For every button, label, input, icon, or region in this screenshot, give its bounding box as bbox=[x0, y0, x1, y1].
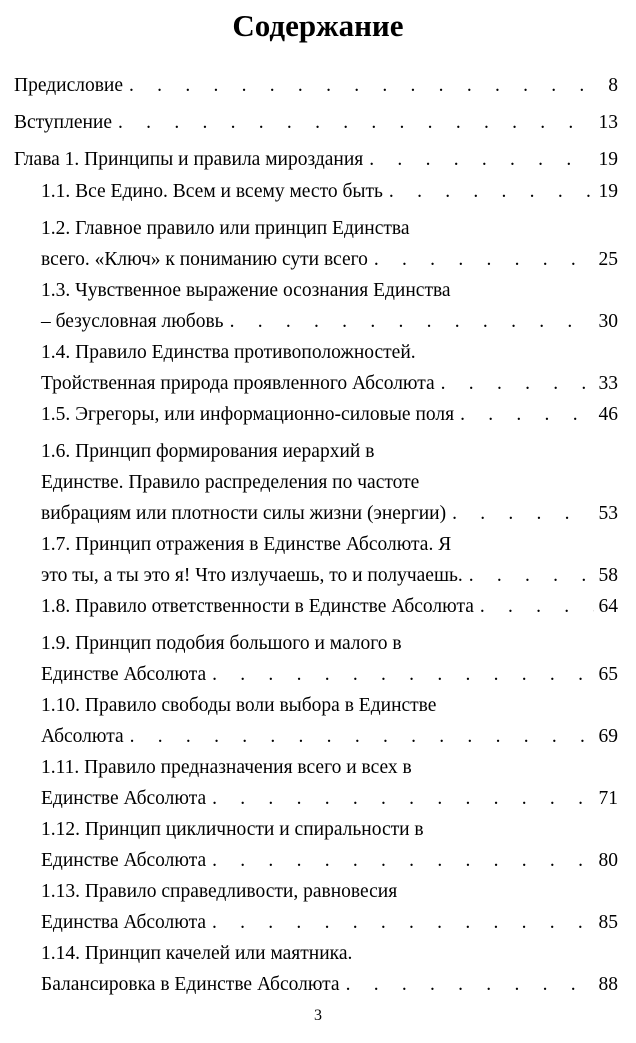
toc-entry-page-number: 19 bbox=[598, 181, 618, 202]
toc-entry-page-number: 85 bbox=[598, 912, 618, 933]
toc-entry[interactable] bbox=[41, 690, 618, 752]
dot-leader bbox=[118, 107, 594, 138]
toc-entry-row bbox=[41, 368, 618, 399]
toc-entry-title-line: 1.13. Правило справедливости, равновесия bbox=[41, 881, 398, 902]
toc-entry-row bbox=[41, 498, 618, 529]
page-title: Содержание bbox=[232, 8, 404, 43]
page-number: 3 bbox=[314, 1007, 322, 1024]
toc-entry[interactable] bbox=[41, 213, 618, 275]
toc-entry-title-line: 1.7. Принцип отражения в Единстве Абсолюта. Я bbox=[41, 534, 452, 555]
toc-entry[interactable] bbox=[41, 814, 618, 876]
toc-entry-page-number: 64 bbox=[598, 596, 618, 617]
toc-entry-row bbox=[41, 907, 618, 938]
toc-entry-page-number: 30 bbox=[598, 311, 618, 332]
toc-entry[interactable] bbox=[41, 628, 618, 690]
toc-entry-row bbox=[41, 783, 618, 814]
toc-entry-title-line: Единстве Абсолюта bbox=[41, 850, 207, 871]
dot-leader bbox=[129, 70, 594, 101]
toc-entry-title-line: 1.12. Принцип цикличности и спиральности в bbox=[41, 819, 424, 840]
toc-entry-page-number: 58 bbox=[598, 565, 618, 586]
dot-leader bbox=[130, 721, 594, 752]
toc-entry-title-line: 1.6. Принцип формирования иерархий в bbox=[41, 441, 375, 462]
toc-entry-title-line: это ты, а ты это я! Что излучаешь, то и получаешь. bbox=[41, 565, 463, 586]
toc-entry[interactable] bbox=[41, 399, 618, 430]
toc-entry[interactable] bbox=[41, 529, 618, 591]
toc-entry-title-line: Тройственная природа проявленного Абсолюта bbox=[41, 373, 435, 394]
toc-entry-title-line: 1.5. Эгрегоры, или информационно-силовые поля bbox=[41, 404, 455, 425]
toc-entry[interactable] bbox=[41, 938, 618, 1000]
toc-entry-page-number: 8 bbox=[608, 75, 618, 96]
toc-entry-page-number: 46 bbox=[598, 404, 618, 425]
toc-entry[interactable] bbox=[41, 876, 618, 938]
dot-leader bbox=[460, 399, 594, 430]
toc-entry-title-line: Единства Абсолюта bbox=[41, 912, 206, 933]
toc-entry-title-line: Глава 1. Принципы и правила мироздания bbox=[14, 149, 364, 170]
toc-entry-row bbox=[41, 306, 618, 337]
dot-leader bbox=[346, 969, 594, 1000]
toc-entry-row bbox=[41, 591, 618, 622]
dot-leader bbox=[212, 845, 594, 876]
toc-entry-title-line: Балансировка в Единстве Абсолюта bbox=[41, 974, 340, 995]
toc-entry-title-line: 1.1. Все Едино. Всем и всему место быть bbox=[41, 181, 383, 202]
toc-entry-title-line: Единстве. Правило распределения по частоте bbox=[41, 472, 420, 493]
dot-leader bbox=[212, 659, 594, 690]
toc-entry-title-line: Абсолюта bbox=[41, 726, 124, 747]
toc-entry-title-line: 1.4. Правило Единства противоположностей. bbox=[41, 342, 416, 363]
dot-leader bbox=[212, 907, 594, 938]
toc-entry-row bbox=[41, 560, 618, 591]
toc-entry-page-number: 65 bbox=[598, 664, 618, 685]
toc-entry-row bbox=[41, 721, 618, 752]
dot-leader bbox=[441, 368, 594, 399]
toc-entry-title-line: Предисловие bbox=[14, 75, 124, 96]
toc-entry-page-number: 25 bbox=[598, 249, 618, 270]
dot-leader bbox=[369, 144, 594, 175]
dot-leader bbox=[452, 498, 594, 529]
toc-entry-page-number: 19 bbox=[598, 149, 618, 170]
toc-entry-page-number: 13 bbox=[598, 112, 618, 133]
dot-leader bbox=[230, 306, 594, 337]
toc-entry-row bbox=[14, 107, 618, 138]
toc-entry[interactable] bbox=[14, 107, 618, 138]
dot-leader bbox=[374, 244, 594, 275]
toc-entry[interactable] bbox=[41, 752, 618, 814]
dot-leader bbox=[480, 591, 594, 622]
toc-entry-row bbox=[41, 969, 618, 1000]
toc-entry-title-line: 1.9. Принцип подобия большого и малого в bbox=[41, 633, 402, 654]
dot-leader bbox=[389, 176, 594, 207]
toc-entry-row bbox=[14, 144, 618, 175]
toc-entry-page-number: 33 bbox=[598, 373, 618, 394]
toc-entry-title-line: 1.10. Правило свободы воли выбора в Единстве bbox=[41, 695, 437, 716]
toc-entry-row bbox=[41, 399, 618, 430]
toc-entry-title-line: 1.14. Принцип качелей или маятника. bbox=[41, 943, 353, 964]
toc-entry-title-line: Единстве Абсолюта bbox=[41, 788, 207, 809]
toc-entry-title-line: – безусловная любовь bbox=[41, 311, 224, 332]
toc-entry-page-number: 80 bbox=[598, 850, 618, 871]
toc-entry-row bbox=[41, 659, 618, 690]
toc-entry-title-line: вибрациям или плотности силы жизни (энергии) bbox=[41, 503, 447, 524]
toc-entry-page-number: 71 bbox=[598, 788, 618, 809]
toc-entry-row bbox=[41, 176, 618, 207]
toc-entry-row bbox=[41, 845, 618, 876]
toc-entry-page-number: 69 bbox=[598, 726, 618, 747]
toc-entry[interactable] bbox=[14, 70, 618, 101]
toc-entry[interactable] bbox=[41, 275, 618, 337]
dot-leader bbox=[469, 560, 594, 591]
toc-entry-title-line: 1.11. Правило предназначения всего и всех в bbox=[41, 757, 412, 778]
toc-entry-title-line: 1.3. Чувственное выражение осознания Единства bbox=[41, 280, 451, 301]
toc-entry-title-line: всего. «Ключ» к пониманию сути всего bbox=[41, 249, 368, 270]
toc-entry-row bbox=[14, 70, 618, 101]
toc-entry-page-number: 88 bbox=[598, 974, 618, 995]
toc-entry[interactable] bbox=[41, 436, 618, 529]
toc-entry-row bbox=[41, 244, 618, 275]
toc-entry[interactable] bbox=[41, 176, 618, 207]
toc-entry-title-line: Единстве Абсолюта bbox=[41, 664, 207, 685]
dot-leader bbox=[212, 783, 594, 814]
toc-entry[interactable] bbox=[41, 591, 618, 622]
toc-entry[interactable] bbox=[14, 144, 618, 175]
toc-entry-page-number: 53 bbox=[598, 503, 618, 524]
toc-entry-title-line: 1.8. Правило ответственности в Единстве Абсолюта bbox=[41, 596, 474, 617]
toc-entry-title-line: 1.2. Главное правило или принцип Единства bbox=[41, 218, 410, 239]
toc-entry[interactable] bbox=[41, 337, 618, 399]
toc-entry-title-line: Вступление bbox=[14, 112, 113, 133]
